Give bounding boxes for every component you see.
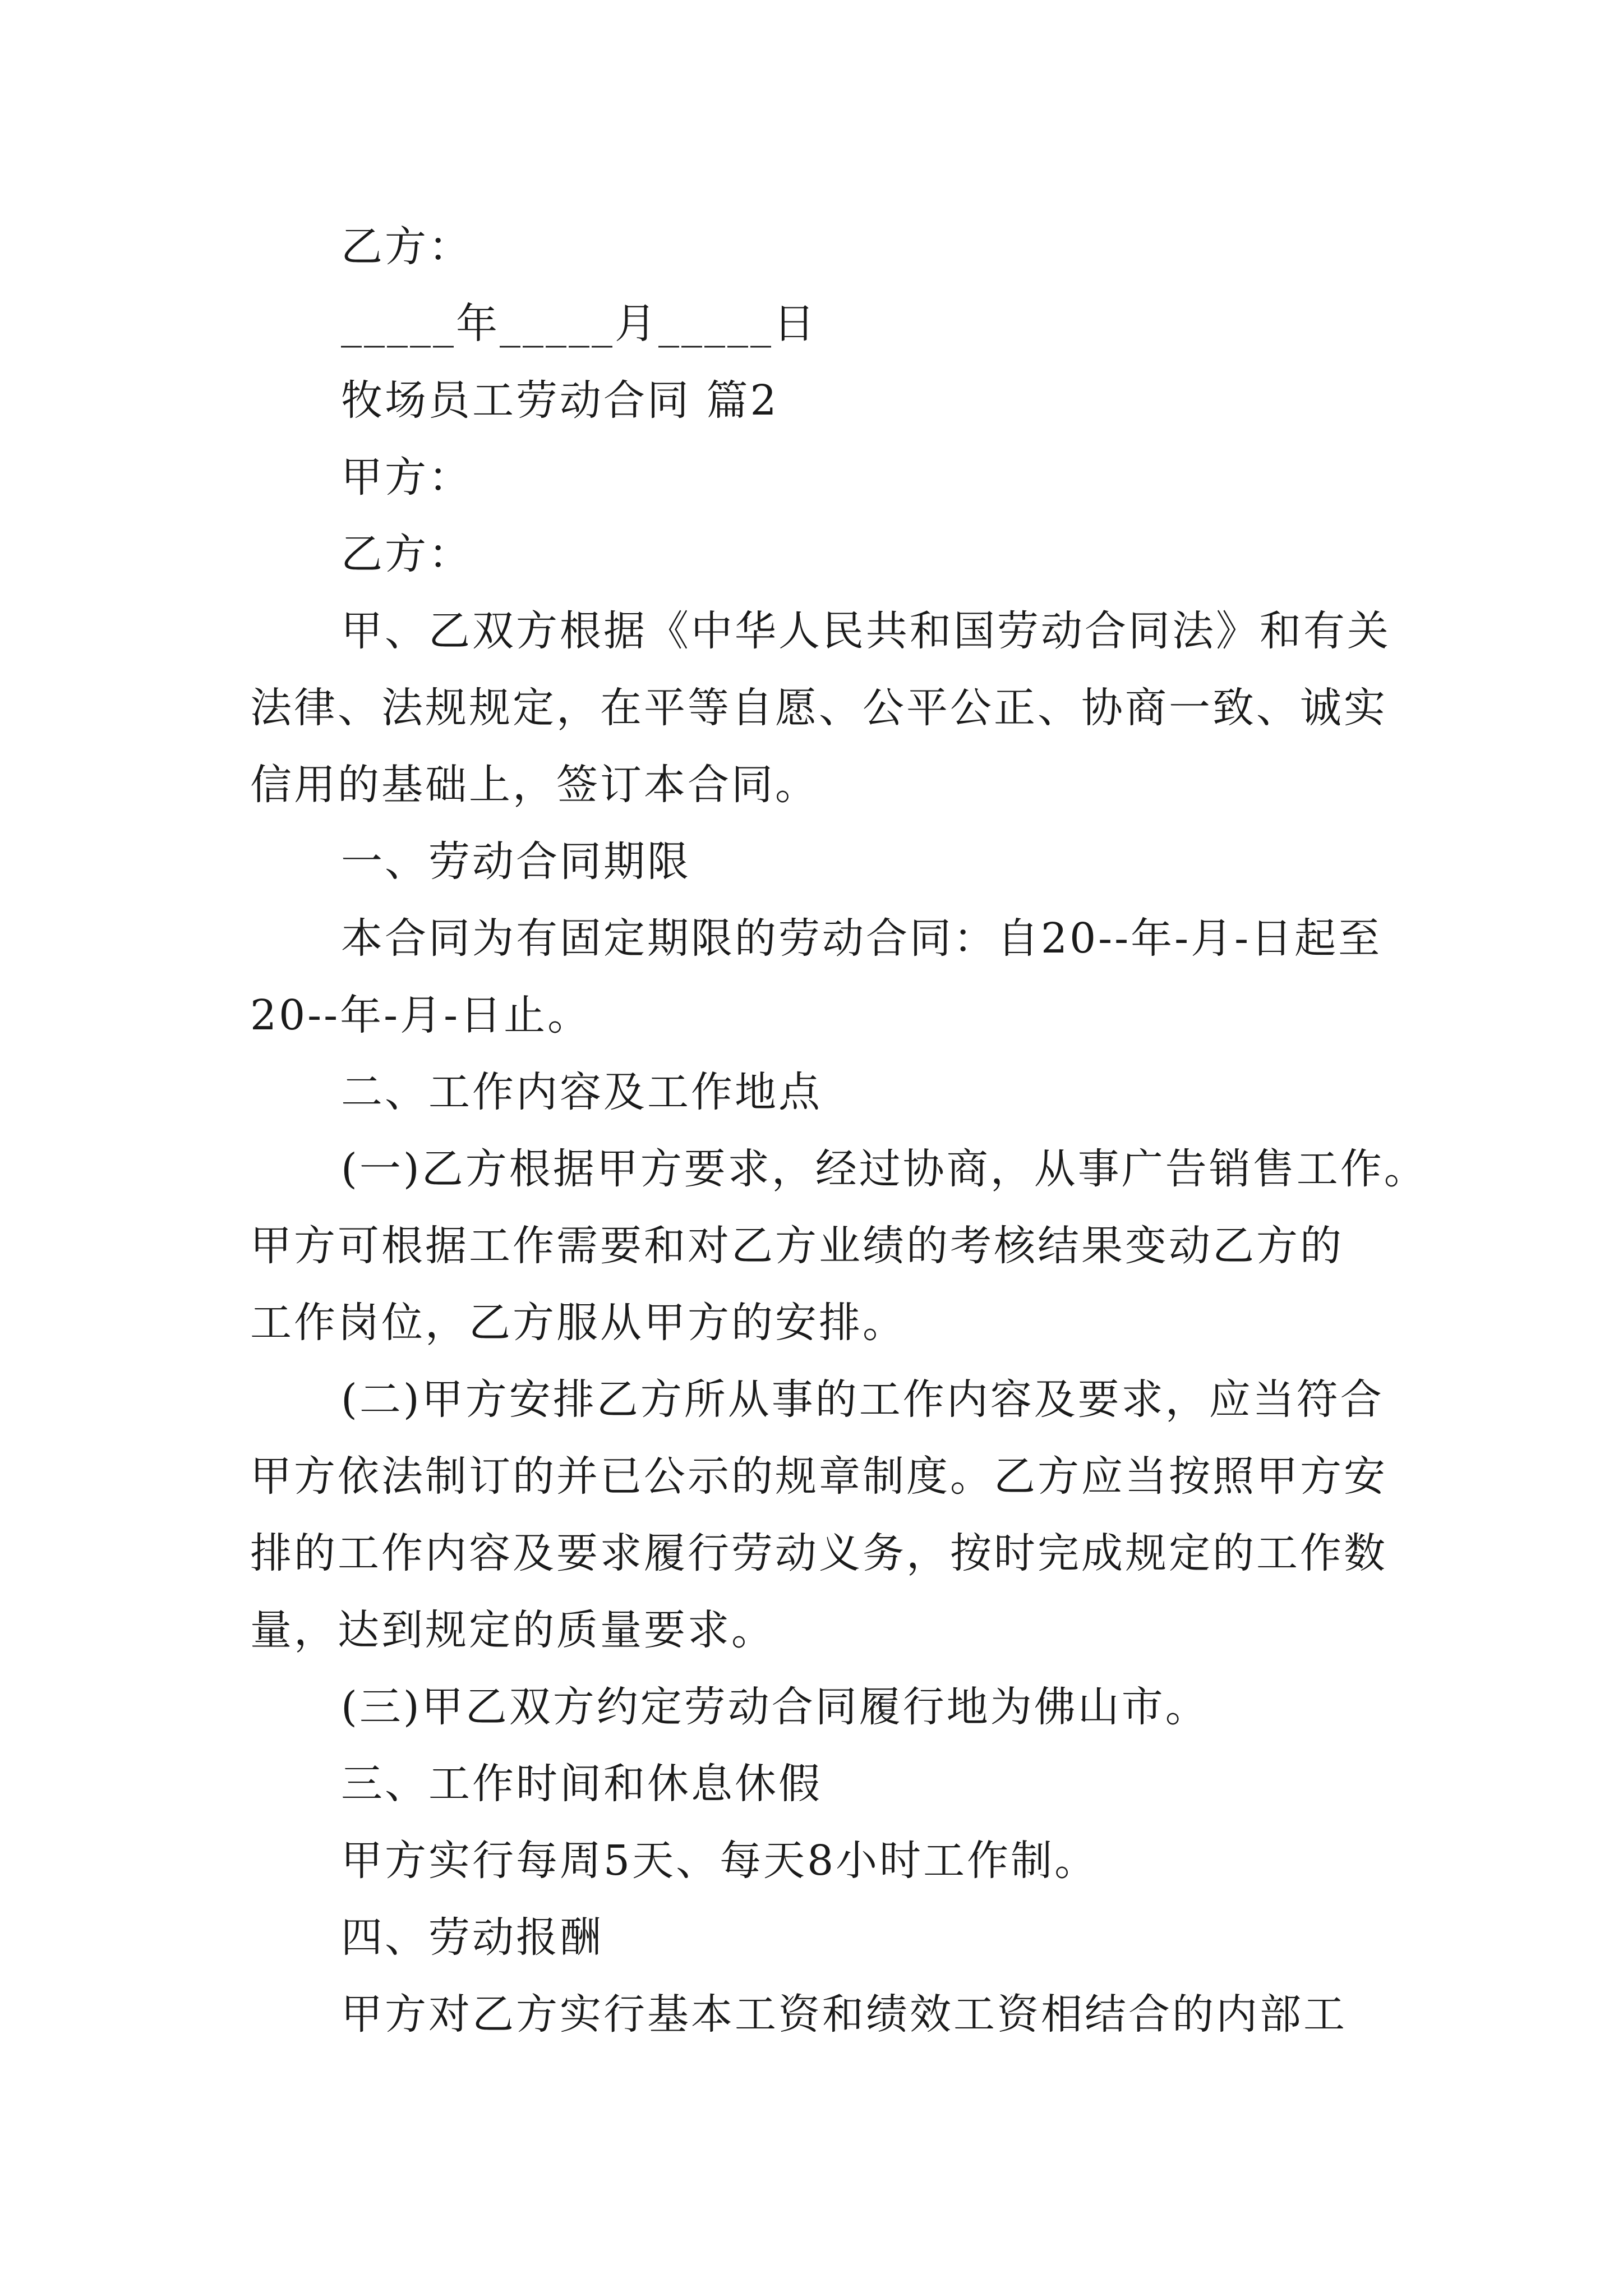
paragraph-line: (二)甲方安排乙方所从事的工作内容及要求，应当符合 [341,1375,1384,1424]
paragraph-line: 信用的基础上，签订本合同。 [250,761,819,809]
clause-heading: 二、工作内容及工作地点 [341,1068,822,1116]
paragraph-line: 排的工作内容及要求履行劳动义务，按时完成规定的工作数 [250,1529,1387,1577]
party-a-label: 甲方： [341,453,472,501]
paragraph-line: 甲方实行每周5天、每天8小时工作制。 [341,1837,1099,1885]
paragraph-line: 甲方对乙方实行基本工资和绩效工资相结合的内部工 [341,1990,1347,2039]
paragraph-line: 法律、法规规定，在平等自愿、公平公正、协商一致、诚实 [250,684,1387,732]
clause-heading: 三、工作时间和休息休假 [341,1760,822,1808]
paragraph-line: 20--年-月-日止。 [250,991,592,1039]
paragraph-line: 工作岗位，乙方服从甲方的安排。 [250,1299,906,1347]
paragraph-line: 甲方依法制订的并已公示的规章制度。乙方应当按照甲方安 [250,1452,1387,1501]
date-line: _____年_____月_____日 [341,300,817,348]
paragraph-line: 本合同为有固定期限的劳动合同：自20--年-月-日起至 [341,914,1382,963]
paragraph-line: 甲、乙双方根据《中华人民共和国劳动合同法》和有关 [341,607,1391,655]
clause-heading: 一、劳动合同期限 [341,838,691,886]
paragraph-line: (一)乙方根据甲方要求，经过协商，从事广告销售工作。 [341,1145,1428,1193]
party-b-label-top: 乙方： [341,223,472,271]
paragraph-line: 甲方可根据工作需要和对乙方业绩的考核结果变动乙方的 [250,1222,1344,1270]
section-heading: 牧场员工劳动合同 篇2 [341,376,779,425]
paragraph-line: 量，达到规定的质量要求。 [250,1606,775,1654]
paragraph-line: (三)甲乙双方约定劳动合同履行地为佛山市。 [341,1683,1209,1731]
party-b-label: 乙方： [341,530,472,578]
clause-heading: 四、劳动报酬 [341,1913,603,1962]
